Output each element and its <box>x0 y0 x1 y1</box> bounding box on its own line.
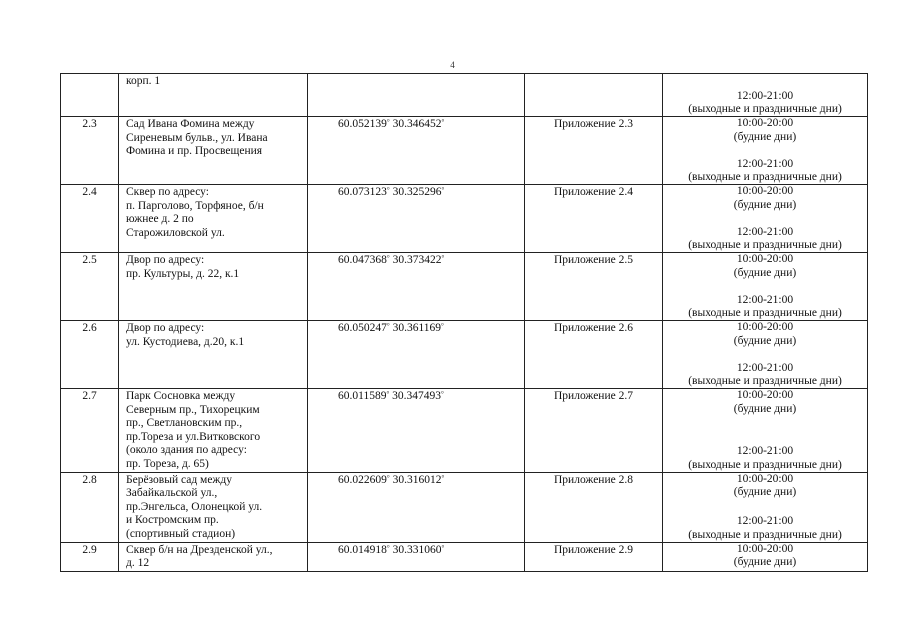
place-line: пр.Тореза и ул.Витковского <box>126 430 261 443</box>
place-line: Сад Ивана Фомина между <box>126 118 255 130</box>
row-number: 2.4 <box>61 185 119 253</box>
latitude: 60.073123 <box>338 186 387 198</box>
latitude: 60.052139 <box>338 118 387 130</box>
table-row <box>61 253 868 321</box>
weekday-hours: 10:00-20:00 <box>736 321 794 333</box>
row-number: 2.3 <box>61 117 119 185</box>
weekday-hours: 10:00-20:00 <box>736 117 794 129</box>
place-line: пр., Светлановским пр., <box>126 417 243 430</box>
latitude: 60.050247 <box>338 322 387 334</box>
weekday-label: (будние дни) <box>733 486 797 499</box>
place-line: Берёзовый сад между <box>126 473 232 486</box>
weekend-label: (выходные и праздничные дни) <box>688 458 842 471</box>
weekend-hours: 12:00-21:00 <box>736 293 794 306</box>
hours-cell <box>663 253 868 321</box>
weekday-hours: 10:00-20:00 <box>736 542 794 555</box>
place-line: и Костромским пр. <box>126 514 219 527</box>
coordinates-cell <box>308 253 525 321</box>
weekday-label: (будние дни) <box>733 130 797 143</box>
place-line: д. 12 <box>126 557 150 570</box>
table-row <box>61 472 868 542</box>
coordinates-cell <box>308 321 525 389</box>
table-row <box>61 74 868 117</box>
place-line: Сквер по адресу: <box>126 186 209 198</box>
page-number: 4 <box>450 60 455 70</box>
spacer <box>663 280 867 294</box>
hours-cell <box>663 74 868 117</box>
degree-mark: ° <box>441 254 445 262</box>
weekend-label: (выходные и праздничные дни) <box>688 375 842 388</box>
place-line: пр. Тореза, д. 65) <box>126 457 209 470</box>
degree-mark: ° <box>386 473 390 482</box>
row-number: 2.5 <box>61 253 119 321</box>
longitude: 30.346452 <box>392 118 442 130</box>
weekday-label: (будние дни) <box>733 266 797 279</box>
weekend-block <box>663 90 867 117</box>
place-line: Сквер б/н на Дрезденской ул., <box>126 543 273 556</box>
hours-cell <box>663 185 868 253</box>
weekday-hours: 10:00-20:00 <box>736 253 794 265</box>
place-cell <box>119 321 308 389</box>
place-line: Северным пр., Тихорецким <box>126 403 260 416</box>
place-cell <box>119 472 308 542</box>
hours-cell <box>663 472 868 542</box>
degree-mark: ° <box>441 186 445 194</box>
degree-mark: ° <box>386 118 390 126</box>
degree-mark: ° <box>386 543 390 552</box>
appendix-cell: Приложение 2.4 <box>525 185 663 253</box>
spacer <box>663 500 867 514</box>
place-line: Старожиловской ул. <box>126 226 225 239</box>
place-line: пр.Энгельса, Олонецкой ул. <box>126 500 263 513</box>
table-row <box>61 389 868 473</box>
appendix-cell: Приложение 2.8 <box>525 472 663 542</box>
row-number: 2.7 <box>61 389 119 473</box>
place-line: ул. Кустодиева, д.20, к.1 <box>126 335 245 348</box>
coordinates-cell <box>308 117 525 185</box>
table-row <box>61 117 868 185</box>
coordinates-cell <box>308 389 525 473</box>
place-line: (спортивный стадион) <box>126 527 236 540</box>
degree-mark: ° <box>386 186 390 194</box>
weekend-hours: 12:00-21:00 <box>736 515 794 528</box>
longitude: 30.316012 <box>392 473 442 486</box>
degree-mark: ° <box>386 390 390 398</box>
appendix-cell: Приложение 2.5 <box>525 253 663 321</box>
table-row <box>61 185 868 253</box>
weekend-label: (выходные и праздничные дни) <box>688 239 842 252</box>
spacer <box>663 144 867 158</box>
weekend-label: (выходные и праздничные дни) <box>688 171 842 184</box>
hours-cell <box>663 542 868 571</box>
weekday-label: (будние дни) <box>733 402 797 415</box>
spacer <box>663 212 867 226</box>
degree-mark: ° <box>441 118 445 126</box>
degree-mark: ° <box>441 543 445 552</box>
place-line: Двор по адресу: <box>126 322 205 334</box>
degree-mark: ° <box>441 473 445 482</box>
place-cell <box>119 542 308 571</box>
place-line: Фомина и пр. Просвещения <box>126 145 263 158</box>
latitude: 60.014918 <box>338 543 387 556</box>
weekday-hours: 10:00-20:00 <box>736 389 794 401</box>
weekend-label: (выходные и праздничные дни) <box>688 307 842 320</box>
place-line: Парк Сосновка между <box>126 390 236 402</box>
place-line: Двор по адресу: <box>126 254 205 266</box>
place-line: Сиреневым бульв., ул. Ивана <box>126 131 268 144</box>
weekday-label: (будние дни) <box>733 334 797 347</box>
longitude: 30.325296 <box>392 186 442 198</box>
weekend-hours: 12:00-21:00 <box>736 89 794 102</box>
row-number: 2.9 <box>61 542 119 571</box>
weekend-hours: 12:00-21:00 <box>736 225 794 238</box>
weekday-label: (будние дни) <box>733 556 797 569</box>
place-line: Забайкальской ул., <box>126 487 218 500</box>
appendix-cell: Приложение 2.9 <box>525 542 663 571</box>
spacer <box>663 416 867 430</box>
degree-mark: ° <box>386 254 390 262</box>
weekend-block <box>663 158 867 185</box>
schedule-table <box>60 73 868 572</box>
weekday-label: (будние дни) <box>733 198 797 211</box>
weekday-hours: 10:00-20:00 <box>736 185 794 197</box>
latitude: 60.022609 <box>338 473 387 486</box>
place-cell <box>119 185 308 253</box>
table-row <box>61 321 868 389</box>
weekend-hours: 12:00-21:00 <box>736 157 794 170</box>
place-line: корп. 1 <box>126 75 161 87</box>
longitude: 30.331060 <box>392 543 442 556</box>
longitude: 30.373422 <box>392 254 442 266</box>
place-line: (около здания по адресу: <box>126 444 247 457</box>
row-number: 2.6 <box>61 321 119 389</box>
weekend-block <box>663 294 867 321</box>
place-cell <box>119 117 308 185</box>
place-line: п. Парголово, Торфяное, б/н <box>126 199 264 212</box>
coordinates-cell <box>308 185 525 253</box>
place-cell <box>119 253 308 321</box>
appendix-cell: Приложение 2.6 <box>525 321 663 389</box>
coordinates-cell <box>308 542 525 571</box>
hours-cell <box>663 389 868 473</box>
coordinates-cell <box>308 74 525 117</box>
table-body <box>61 74 868 572</box>
appendix-cell <box>525 74 663 117</box>
place-line: пр. Культуры, д. 22, к.1 <box>126 267 240 280</box>
spacer <box>663 74 867 88</box>
place-cell <box>119 389 308 473</box>
weekend-block <box>663 362 867 389</box>
weekend-block <box>663 226 867 253</box>
weekend-block <box>663 445 867 472</box>
longitude: 30.361169 <box>392 322 442 334</box>
latitude: 60.047368 <box>338 254 387 266</box>
degree-mark: ° <box>441 390 444 398</box>
hours-cell <box>663 321 868 389</box>
degree-mark: ° <box>386 322 390 330</box>
weekend-hours: 12:00-21:00 <box>736 445 794 458</box>
place-cell <box>119 74 308 117</box>
table-row <box>61 542 868 571</box>
appendix-cell: Приложение 2.7 <box>525 389 663 473</box>
row-number: 2.8 <box>61 472 119 542</box>
weekend-hours: 12:00-21:00 <box>736 361 794 374</box>
weekend-label: (выходные и праздничные дни) <box>688 103 842 116</box>
hours-cell <box>663 117 868 185</box>
coordinates-cell <box>308 472 525 542</box>
appendix-cell: Приложение 2.3 <box>525 117 663 185</box>
longitude: 30.347493 <box>392 390 442 402</box>
place-line: южнее д. 2 по <box>126 213 194 226</box>
degree-mark: ° <box>441 322 444 330</box>
latitude: 60.011589 <box>338 390 387 402</box>
spacer <box>663 348 867 362</box>
weekday-hours: 10:00-20:00 <box>736 472 794 485</box>
row-number <box>61 74 119 117</box>
weekend-label: (выходные и праздничные дни) <box>688 528 842 541</box>
weekend-block <box>663 515 867 542</box>
